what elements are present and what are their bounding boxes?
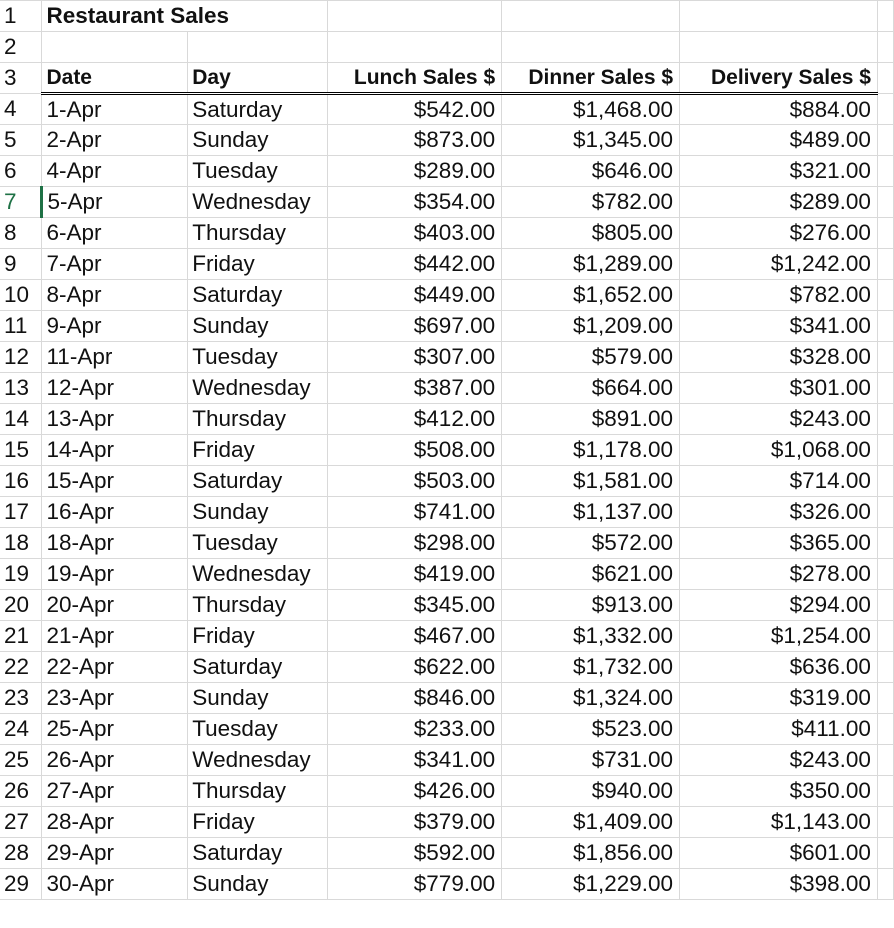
lunch-sales-cell[interactable]: $412.00: [328, 404, 502, 435]
lunch-sales-cell[interactable]: $622.00: [328, 652, 502, 683]
dinner-sales-cell[interactable]: $1,209.00: [502, 311, 680, 342]
day-cell[interactable]: Wednesday: [188, 559, 328, 590]
cell[interactable]: [877, 125, 893, 156]
lunch-sales-cell[interactable]: $846.00: [328, 683, 502, 714]
delivery-sales-cell[interactable]: $328.00: [680, 342, 878, 373]
dinner-sales-cell[interactable]: $523.00: [502, 714, 680, 745]
cell[interactable]: [877, 869, 893, 900]
cell[interactable]: [680, 1, 878, 32]
row-header[interactable]: 4: [0, 94, 42, 125]
table-row: [0, 342, 894, 373]
row-header[interactable]: 25: [0, 745, 42, 776]
lunch-sales-cell[interactable]: $379.00: [328, 807, 502, 838]
lunch-sales-cell[interactable]: $354.00: [328, 187, 502, 218]
table-row: [0, 435, 894, 466]
lunch-sales-cell[interactable]: $419.00: [328, 559, 502, 590]
cell[interactable]: [188, 32, 328, 63]
delivery-sales-cell[interactable]: $636.00: [680, 652, 878, 683]
date-cell[interactable]: 19-Apr: [42, 559, 188, 590]
day-cell[interactable]: Sunday: [188, 497, 328, 528]
table-row: [0, 404, 894, 435]
dinner-sales-cell[interactable]: $1,409.00: [502, 807, 680, 838]
day-cell[interactable]: Tuesday: [188, 528, 328, 559]
date-cell[interactable]: 4-Apr: [42, 156, 188, 187]
day-cell[interactable]: Thursday: [188, 776, 328, 807]
header-day[interactable]: Day: [188, 63, 328, 94]
delivery-sales-cell[interactable]: $782.00: [680, 280, 878, 311]
date-cell[interactable]: 8-Apr: [42, 280, 188, 311]
table-row: [0, 776, 894, 807]
table-row: [0, 528, 894, 559]
cell[interactable]: [502, 32, 680, 63]
row-header[interactable]: 16: [0, 466, 42, 497]
dinner-sales-cell[interactable]: $891.00: [502, 404, 680, 435]
dinner-sales-cell[interactable]: $1,178.00: [502, 435, 680, 466]
dinner-sales-cell[interactable]: $1,137.00: [502, 497, 680, 528]
cell[interactable]: [877, 311, 893, 342]
delivery-sales-cell[interactable]: $365.00: [680, 528, 878, 559]
table-row: [0, 125, 894, 156]
row-header[interactable]: 9: [0, 249, 42, 280]
delivery-sales-cell[interactable]: $243.00: [680, 404, 878, 435]
lunch-sales-cell[interactable]: $508.00: [328, 435, 502, 466]
delivery-sales-cell[interactable]: $1,143.00: [680, 807, 878, 838]
day-cell[interactable]: Saturday: [188, 652, 328, 683]
date-cell[interactable]: 27-Apr: [42, 776, 188, 807]
day-cell[interactable]: Tuesday: [188, 342, 328, 373]
cell[interactable]: [877, 466, 893, 497]
date-cell[interactable]: 1-Apr: [42, 94, 188, 125]
day-cell[interactable]: Friday: [188, 435, 328, 466]
row-header[interactable]: 23: [0, 683, 42, 714]
day-cell[interactable]: Sunday: [188, 311, 328, 342]
cell[interactable]: [877, 249, 893, 280]
header-date[interactable]: Date: [42, 63, 188, 94]
cell[interactable]: [877, 404, 893, 435]
sheet-row: [0, 32, 894, 63]
day-cell[interactable]: Thursday: [188, 218, 328, 249]
table-row: [0, 373, 894, 404]
day-cell[interactable]: Sunday: [188, 683, 328, 714]
cell[interactable]: [877, 187, 893, 218]
dinner-sales-cell[interactable]: $1,732.00: [502, 652, 680, 683]
row-header[interactable]: 24: [0, 714, 42, 745]
delivery-sales-cell[interactable]: $289.00: [680, 187, 878, 218]
day-cell[interactable]: Wednesday: [188, 373, 328, 404]
cell[interactable]: [877, 280, 893, 311]
table-row: [0, 683, 894, 714]
table-row: [0, 311, 894, 342]
table-row: [0, 280, 894, 311]
date-cell[interactable]: 30-Apr: [42, 869, 188, 900]
dinner-sales-cell[interactable]: $1,229.00: [502, 869, 680, 900]
date-cell[interactable]: 26-Apr: [42, 745, 188, 776]
day-cell[interactable]: Thursday: [188, 590, 328, 621]
dinner-sales-cell[interactable]: $1,345.00: [502, 125, 680, 156]
delivery-sales-cell[interactable]: $489.00: [680, 125, 878, 156]
cell[interactable]: [877, 683, 893, 714]
date-cell[interactable]: 22-Apr: [42, 652, 188, 683]
lunch-sales-cell[interactable]: $592.00: [328, 838, 502, 869]
table-row: [0, 218, 894, 249]
dinner-sales-cell[interactable]: $646.00: [502, 156, 680, 187]
cell[interactable]: [877, 776, 893, 807]
header-row: [0, 63, 894, 94]
lunch-sales-cell[interactable]: $697.00: [328, 311, 502, 342]
date-cell[interactable]: 14-Apr: [42, 435, 188, 466]
table-row: [0, 838, 894, 869]
lunch-sales-cell[interactable]: $741.00: [328, 497, 502, 528]
date-cell[interactable]: 21-Apr: [42, 621, 188, 652]
cell[interactable]: [877, 621, 893, 652]
lunch-sales-cell[interactable]: $442.00: [328, 249, 502, 280]
day-cell[interactable]: Wednesday: [188, 745, 328, 776]
date-cell[interactable]: 28-Apr: [42, 807, 188, 838]
row-header[interactable]: 28: [0, 838, 42, 869]
dinner-sales-cell[interactable]: $913.00: [502, 590, 680, 621]
lunch-sales-cell[interactable]: $289.00: [328, 156, 502, 187]
day-cell[interactable]: Tuesday: [188, 714, 328, 745]
row-header[interactable]: 20: [0, 590, 42, 621]
row-header[interactable]: 29: [0, 869, 42, 900]
dinner-sales-cell[interactable]: $621.00: [502, 559, 680, 590]
row-header[interactable]: 17: [0, 497, 42, 528]
dinner-sales-cell[interactable]: $1,468.00: [502, 94, 680, 125]
date-cell[interactable]: 13-Apr: [42, 404, 188, 435]
lunch-sales-cell[interactable]: $345.00: [328, 590, 502, 621]
delivery-sales-cell[interactable]: $278.00: [680, 559, 878, 590]
cell[interactable]: [877, 1, 893, 32]
dinner-sales-cell[interactable]: $731.00: [502, 745, 680, 776]
dinner-sales-cell[interactable]: $805.00: [502, 218, 680, 249]
lunch-sales-cell[interactable]: $233.00: [328, 714, 502, 745]
table-row: [0, 745, 894, 776]
cell[interactable]: [877, 807, 893, 838]
delivery-sales-cell[interactable]: $411.00: [680, 714, 878, 745]
delivery-sales-cell[interactable]: $341.00: [680, 311, 878, 342]
delivery-sales-cell[interactable]: $884.00: [680, 94, 878, 125]
cell[interactable]: [877, 156, 893, 187]
date-cell[interactable]: 18-Apr: [42, 528, 188, 559]
row-header[interactable]: 7: [0, 187, 42, 218]
dinner-sales-cell[interactable]: $1,652.00: [502, 280, 680, 311]
row-header[interactable]: 26: [0, 776, 42, 807]
cell[interactable]: [680, 32, 878, 63]
delivery-sales-cell[interactable]: $398.00: [680, 869, 878, 900]
row-header[interactable]: 19: [0, 559, 42, 590]
row-header[interactable]: 8: [0, 218, 42, 249]
table-row: [0, 187, 894, 218]
header-delivery-sales[interactable]: Delivery Sales $: [680, 63, 878, 94]
table-row: [0, 156, 894, 187]
date-cell[interactable]: 25-Apr: [42, 714, 188, 745]
date-cell[interactable]: 23-Apr: [42, 683, 188, 714]
cell[interactable]: [877, 590, 893, 621]
table-row: [0, 466, 894, 497]
cell[interactable]: [877, 342, 893, 373]
date-cell[interactable]: 6-Apr: [42, 218, 188, 249]
table-row: [0, 869, 894, 900]
row-header[interactable]: 11: [0, 311, 42, 342]
cell[interactable]: [877, 373, 893, 404]
table-row: [0, 94, 894, 125]
dinner-sales-cell[interactable]: $782.00: [502, 187, 680, 218]
lunch-sales-cell[interactable]: $503.00: [328, 466, 502, 497]
date-cell[interactable]: 2-Apr: [42, 125, 188, 156]
date-cell[interactable]: 16-Apr: [42, 497, 188, 528]
day-cell[interactable]: Saturday: [188, 466, 328, 497]
dinner-sales-cell[interactable]: $579.00: [502, 342, 680, 373]
cell[interactable]: [877, 94, 893, 125]
delivery-sales-cell[interactable]: $326.00: [680, 497, 878, 528]
cell[interactable]: [42, 32, 188, 63]
delivery-sales-cell[interactable]: $294.00: [680, 590, 878, 621]
row-header[interactable]: 6: [0, 156, 42, 187]
cell[interactable]: [877, 63, 893, 94]
date-cell[interactable]: 15-Apr: [42, 466, 188, 497]
day-cell[interactable]: Sunday: [188, 125, 328, 156]
row-header[interactable]: 12: [0, 342, 42, 373]
lunch-sales-cell[interactable]: $873.00: [328, 125, 502, 156]
delivery-sales-cell[interactable]: $319.00: [680, 683, 878, 714]
cell[interactable]: [877, 32, 893, 63]
cell[interactable]: [877, 559, 893, 590]
table-row: [0, 807, 894, 838]
lunch-sales-cell[interactable]: $298.00: [328, 528, 502, 559]
cell[interactable]: [877, 652, 893, 683]
day-cell[interactable]: Tuesday: [188, 156, 328, 187]
dinner-sales-cell[interactable]: $1,332.00: [502, 621, 680, 652]
delivery-sales-cell[interactable]: $601.00: [680, 838, 878, 869]
cell[interactable]: [877, 714, 893, 745]
date-cell[interactable]: 9-Apr: [42, 311, 188, 342]
cell[interactable]: [877, 497, 893, 528]
table-row: [0, 249, 894, 280]
row-header[interactable]: 5: [0, 125, 42, 156]
date-cell[interactable]: 12-Apr: [42, 373, 188, 404]
dinner-sales-cell[interactable]: $1,581.00: [502, 466, 680, 497]
cell[interactable]: [328, 32, 502, 63]
date-cell[interactable]: 11-Apr: [42, 342, 188, 373]
cell[interactable]: [877, 218, 893, 249]
sheet-title-cell[interactable]: Restaurant Sales: [42, 1, 328, 32]
header-lunch-sales[interactable]: Lunch Sales $: [328, 63, 502, 94]
day-cell[interactable]: Thursday: [188, 404, 328, 435]
delivery-sales-cell[interactable]: $276.00: [680, 218, 878, 249]
dinner-sales-cell[interactable]: $1,856.00: [502, 838, 680, 869]
delivery-sales-cell[interactable]: $243.00: [680, 745, 878, 776]
lunch-sales-cell[interactable]: $403.00: [328, 218, 502, 249]
row-header[interactable]: 27: [0, 807, 42, 838]
day-cell[interactable]: Wednesday: [188, 187, 328, 218]
lunch-sales-cell[interactable]: $426.00: [328, 776, 502, 807]
row-header[interactable]: 18: [0, 528, 42, 559]
dinner-sales-cell[interactable]: $1,324.00: [502, 683, 680, 714]
day-cell[interactable]: Friday: [188, 621, 328, 652]
day-cell[interactable]: Friday: [188, 807, 328, 838]
lunch-sales-cell[interactable]: $341.00: [328, 745, 502, 776]
sheet-row: [0, 1, 894, 32]
day-cell[interactable]: Saturday: [188, 280, 328, 311]
header-dinner-sales[interactable]: Dinner Sales $: [502, 63, 680, 94]
lunch-sales-cell[interactable]: $449.00: [328, 280, 502, 311]
dinner-sales-cell[interactable]: $572.00: [502, 528, 680, 559]
row-header[interactable]: 2: [0, 32, 42, 63]
dinner-sales-cell[interactable]: $940.00: [502, 776, 680, 807]
day-cell[interactable]: Saturday: [188, 94, 328, 125]
dinner-sales-cell[interactable]: $1,289.00: [502, 249, 680, 280]
row-header[interactable]: 1: [0, 1, 42, 32]
date-cell[interactable]: 20-Apr: [42, 590, 188, 621]
cell[interactable]: [328, 1, 502, 32]
delivery-sales-cell[interactable]: $350.00: [680, 776, 878, 807]
delivery-sales-cell[interactable]: $1,068.00: [680, 435, 878, 466]
row-header[interactable]: 22: [0, 652, 42, 683]
day-cell[interactable]: Saturday: [188, 838, 328, 869]
row-header[interactable]: 14: [0, 404, 42, 435]
table-row: [0, 497, 894, 528]
row-header[interactable]: 10: [0, 280, 42, 311]
table-row: [0, 621, 894, 652]
cell[interactable]: [877, 528, 893, 559]
cell[interactable]: [877, 745, 893, 776]
dinner-sales-cell[interactable]: $664.00: [502, 373, 680, 404]
lunch-sales-cell[interactable]: $387.00: [328, 373, 502, 404]
delivery-sales-cell[interactable]: $1,254.00: [680, 621, 878, 652]
date-cell[interactable]: 7-Apr: [42, 249, 188, 280]
table-row: [0, 559, 894, 590]
lunch-sales-cell[interactable]: $779.00: [328, 869, 502, 900]
table-row: [0, 714, 894, 745]
date-cell[interactable]: 5-Apr: [42, 187, 188, 218]
lunch-sales-cell[interactable]: $467.00: [328, 621, 502, 652]
cell[interactable]: [877, 838, 893, 869]
day-cell[interactable]: Friday: [188, 249, 328, 280]
day-cell[interactable]: Sunday: [188, 869, 328, 900]
delivery-sales-cell[interactable]: $321.00: [680, 156, 878, 187]
date-cell[interactable]: 29-Apr: [42, 838, 188, 869]
delivery-sales-cell[interactable]: $1,242.00: [680, 249, 878, 280]
table-row: [0, 652, 894, 683]
row-header[interactable]: 13: [0, 373, 42, 404]
row-header[interactable]: 21: [0, 621, 42, 652]
delivery-sales-cell[interactable]: $714.00: [680, 466, 878, 497]
delivery-sales-cell[interactable]: $301.00: [680, 373, 878, 404]
table-row: [0, 590, 894, 621]
lunch-sales-cell[interactable]: $542.00: [328, 94, 502, 125]
cell[interactable]: [502, 1, 680, 32]
cell[interactable]: [877, 435, 893, 466]
row-header[interactable]: 3: [0, 63, 42, 94]
row-header[interactable]: 15: [0, 435, 42, 466]
lunch-sales-cell[interactable]: $307.00: [328, 342, 502, 373]
